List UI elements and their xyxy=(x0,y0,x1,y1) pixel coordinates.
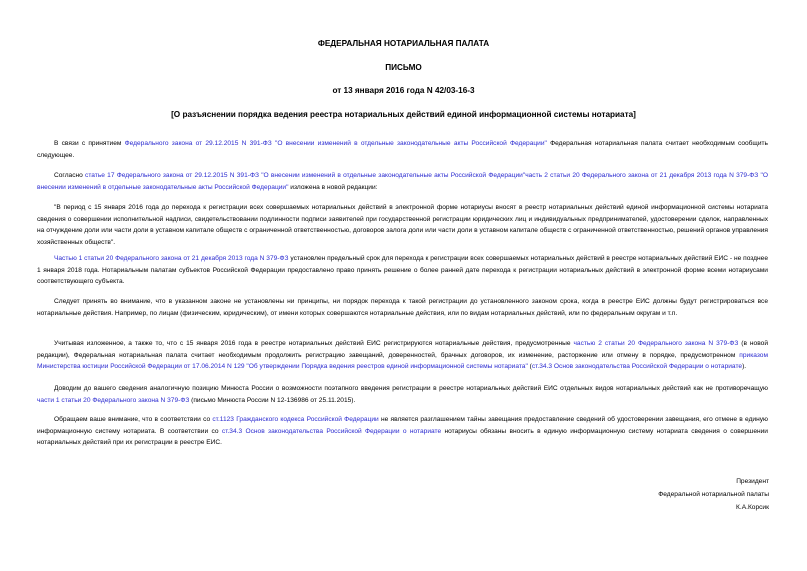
paragraph-7 xyxy=(37,383,768,406)
law-link-379fz-part-2-new[interactable]: частью 2 статьи 20 Федерального закона N 379-ФЗ xyxy=(573,340,739,347)
paragraph-3-quote xyxy=(37,202,768,248)
paragraph-2 xyxy=(37,170,768,193)
paragraph-text: Доводим до вашего сведения аналогичную позицию Минюста России о возможности поэтапного введения регистрации в реестре нотариальных действий ЕИС отдельных видов нотариальных действий как не противоречащую xyxy=(54,385,768,392)
paragraph-text: "В период с 15 января 2016 года до перехода к регистрации всех совершаемых нотариальных действий в электронной форме нотариусы вносят в реестр нотариальных действий единой информационной системы нотариата сведения о совершении исполнительной надписи, свидетельствовании подлинности подписи заявителей при государственной регистрации юридических лиц и индивидуальных предпринимателей, удостоверении сделок, направленных на отчуждение доли или части доли в уставном капитале обществ с ограниченной ответственностью, договоров залога доли или части доли в уставном капитале обществ с ограниченной ответственностью, решений органов управления хозяйственных обществ". xyxy=(37,204,768,246)
paragraph-8 xyxy=(37,414,768,449)
paragraph-text: установлен предельный срок для перехода к регистрации всех совершаемых нотариальных действий в реестре нотариальных действий ЕИС - не позднее 1 января 2018 года. Нотариальным палатам субъектов Российской Федерации предоставлено право принять решение о более ранней дате перехода к регистрации нотариальных действий в электронной форме всеми нотариусами соответствующего субъекта. xyxy=(37,255,769,286)
document-type: ПИСЬМО xyxy=(385,63,422,72)
law-link-379fz-part-1-b[interactable]: части 1 статьи 20 Федерального закона N 379-ФЗ xyxy=(37,396,190,404)
law-link-notary-basics-34-3[interactable]: ст.34.3 Основ законодательства Российской Федерации о нотариате xyxy=(531,363,743,371)
paragraph-text: Федеральная нотариальная палата считает необходимым сообщить следующее. xyxy=(37,140,768,159)
document-date-number: от 13 января 2016 года N 42/03-16-3 xyxy=(332,86,475,95)
paragraph-6 xyxy=(37,338,768,373)
paragraph-4 xyxy=(37,253,768,288)
law-link-391fz[interactable]: Федерального закона от 29.12.2015 N 391-ФЗ "О внесении изменений в отдельные законодательные акты Российской Федерации" xyxy=(124,140,547,147)
law-link-article-17[interactable]: статье 17 Федерального закона от 29.12.2015 N 391-ФЗ "О внесении изменений в отдельные законодательные акты Российской Федерации" xyxy=(85,172,526,179)
paragraph-text: Следует принять во внимание, что в указанном законе не установлены ни принципы, ни порядок перехода к такой регистрации до установленного законом срока, когда в реестре ЕИС должны будут регистрироваться все нотариальные действия. Например, по лицам (физическим, юридическим), от имени которых совершаются нотариальные действия, или по видам нотариальных действий, или по федеральным округам и т.п. xyxy=(37,298,768,317)
paragraph-text: В связи с принятием xyxy=(54,140,125,147)
paragraph-text: ). xyxy=(742,363,747,371)
law-link-notary-basics-34-3-b[interactable]: ст.34.3 Основ законодательства Российской Федерации о нотариате xyxy=(221,427,442,435)
paragraph-1 xyxy=(37,138,768,161)
paragraph-text: нотариусы обязаны вносить в единую информационную систему нотариата сведения о совершении нотариальных действий при их регистрации в реестре ЕИС. xyxy=(37,427,768,447)
paragraph-text: Согласно xyxy=(54,172,86,179)
signatory-organization: Федеральной нотариальной палаты xyxy=(658,490,769,498)
org-heading: ФЕДЕРАЛЬНАЯ НОТАРИАЛЬНАЯ ПАЛАТА xyxy=(317,39,490,48)
paragraph-text: (в новой редакции), Федеральная нотариальная палата считает необходимым продолжить регистрацию завещаний, доверенностей, брачных договоров, их изменение, расторжение или отмену в порядке, предусмотренном xyxy=(37,340,768,359)
paragraph-text: не является разглашением тайны завещания предоставление сведений об удостоверении завещания, его отмене в единую информационную систему нотариата. В соответствии со xyxy=(37,416,768,435)
paragraph-text: (письмо Минюста России N 12-136986 от 25.11.2015). xyxy=(189,396,356,404)
paragraph-text: Обращаем ваше внимание, что в соответствии со xyxy=(54,416,213,423)
law-link-379fz-part-2[interactable]: часть 2 статьи 20 Федерального закона от 21 декабря 2013 года N 379-ФЗ "О внесении изменений в отдельные законодательные акты Российской Федерации" xyxy=(37,172,768,191)
signatory-title: Президент xyxy=(736,478,769,485)
law-link-civil-code-1123[interactable]: ст.1123 Гражданского кодекса Российской Федерации xyxy=(212,416,379,423)
document-subject: [О разъяснении порядка ведения реестра нотариальных действий единой информационной системы нотариата] xyxy=(171,110,636,119)
signatory-name: К.А.Корсик xyxy=(736,503,769,511)
signature-block xyxy=(658,476,769,514)
paragraph-5 xyxy=(37,296,768,319)
law-link-minjust-order-129[interactable]: приказом Министерства юстиции Российской Федерации от 17.06.2014 N 129 "Об утверждении Порядка ведения реестров единой информационной системы нотариата" xyxy=(37,351,768,371)
paragraph-text: изложена в новой редакции: xyxy=(288,183,378,191)
paragraph-text: Учитывая изложенное, а также то, что с 15 января 2016 года в реестре нотариальных действий ЕИС регистрируются нотариальные действия, предусмотренные xyxy=(54,340,574,347)
law-link-379fz-part-1[interactable]: Частью 1 статьи 20 Федерального закона от 21 декабря 2013 года N 379-ФЗ xyxy=(54,255,289,262)
paragraph-text: ( xyxy=(527,363,532,371)
